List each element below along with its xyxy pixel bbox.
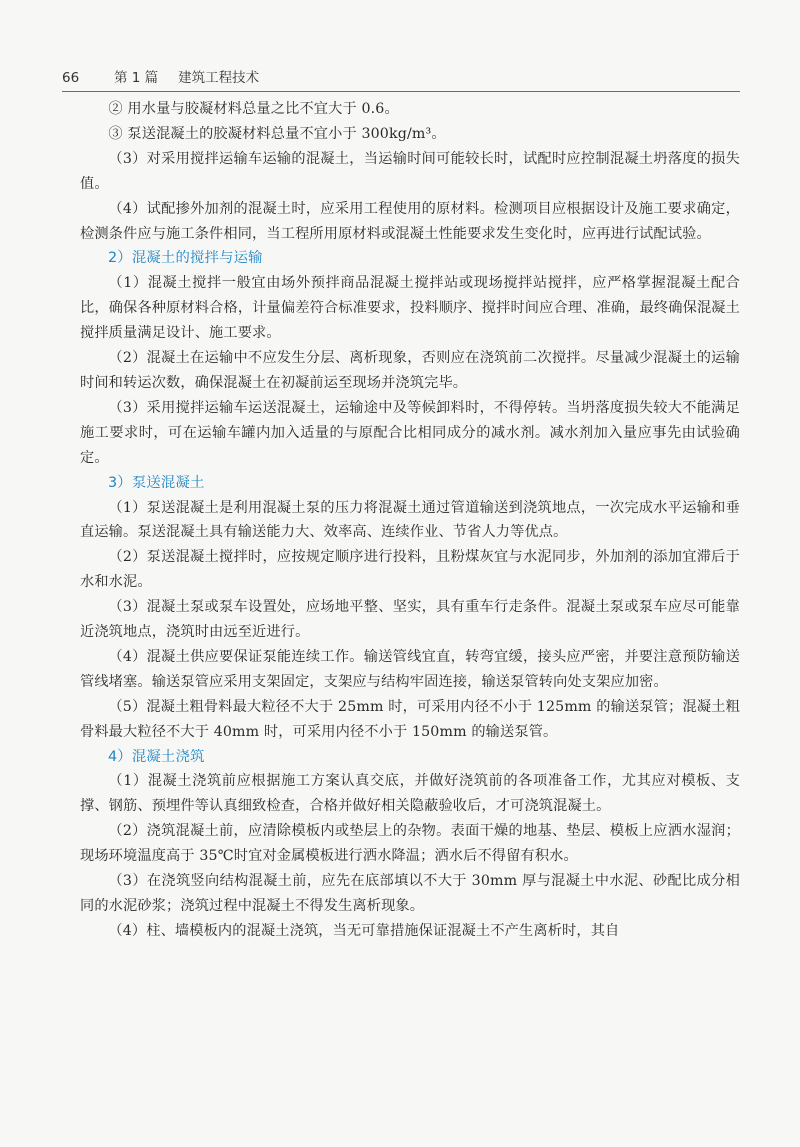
paragraph: （4）柱、墙模板内的混凝土浇筑，当无可靠措施保证混凝土不产生离析时，其自 [108, 922, 620, 939]
paragraph: （3）对采用搅拌运输车运输的混凝土，当运输时间可能较长时，试配时应控制混凝土坍落度的损失值。 [80, 150, 740, 192]
section-heading: 2）混凝土的搅拌与运输 [108, 250, 263, 267]
paragraph: ③ 泵送混凝土的胶凝材料总量不宜小于 300kg/m³。 [108, 125, 446, 142]
running-header [62, 60, 740, 86]
page-number: 66 [62, 70, 80, 86]
section-heading: 4）混凝土浇筑 [108, 748, 205, 765]
paragraph: （3）采用搅拌运输车运送混凝土，运输途中及等候卸料时，不得停转。当坍落度损失较大不能满足施工要求时，可在运输车罐内加入适量的与原配合比相同成分的减水剂。减水剂加入量应事先由试验确定。 [80, 399, 740, 466]
paragraph: （2）浇筑混凝土前，应清除模板内或垫层上的杂物。表面干燥的地基、垫层、模板上应洒水湿润；现场环境温度高于 35℃时宜对金属模板进行洒水降温；洒水后不得留有积水。 [80, 823, 740, 865]
paragraph: ② 用水量与胶凝材料总量之比不宜大于 0.6。 [108, 101, 399, 117]
paragraph: （4）混凝土供应要保证泵能连续工作。输送管线宜直，转弯宜缓，接头应严密，并要注意预防输送管线堵塞。输送泵管应采用支架固定，支架应与结构牢固连接，输送泵管转向处支架应加密。 [80, 648, 740, 690]
paragraph: （3）混凝土泵或泵车设置处，应场地平整、坚实，具有重车行走条件。混凝土泵或泵车应尽可能靠近浇筑地点，浇筑时由远至近进行。 [80, 599, 740, 641]
body-text [80, 97, 740, 944]
header-rule [62, 91, 740, 92]
paragraph: （4）试配掺外加剂的混凝土时，应采用工程使用的原材料。检测项目应根据设计及施工要求确定，检测条件应与施工条件相同，当工程所用原材料或混凝土性能要求发生变化时，应再进行试配试验。 [80, 200, 740, 242]
chapter-label: 第 1 篇 [114, 70, 159, 86]
paragraph: （1）混凝土浇筑前应根据施工方案认真交底，并做好浇筑前的各项准备工作，尤其应对模板、支撑、钢筋、预埋件等认真细致检查，合格并做好相关隐蔽验收后，才可浇筑混凝土。 [80, 773, 740, 815]
chapter-title: 建筑工程技术 [178, 70, 260, 86]
paragraph: （1）混凝土搅拌一般宜由场外预拌商品混凝土搅拌站或现场搅拌站搅拌，应严格掌握混凝土配合比，确保各种原材料合格，计量偏差符合标准要求，投料顺序、搅拌时间应合理、准确，最终确保混凝土搅拌质量满足设计、施工要求。 [80, 275, 740, 342]
paragraph: （3）在浇筑竖向结构混凝土前，应先在底部填以不大于 30mm 厚与混凝土中水泥、砂配比成分相同的水泥砂浆；浇筑过程中混凝土不得发生离析现象。 [80, 873, 740, 914]
paragraph: （2）混凝土在运输中不应发生分层、离析现象，否则应在浇筑前二次搅拌。尽量减少混凝土的运输时间和转运次数，确保混凝土在初凝前运至现场并浇筑完毕。 [80, 350, 740, 391]
section-heading: 3）泵送混凝土 [108, 474, 205, 491]
paragraph: （2）泵送混凝土搅拌时，应按规定顺序进行投料，且粉煤灰宜与水泥同步，外加剂的添加宜滞后于水和水泥。 [80, 549, 740, 591]
paragraph: （1）泵送混凝土是利用混凝土泵的压力将混凝土通过管道输送到浇筑地点，一次完成水平运输和垂直运输。泵送混凝土具有输送能力大、效率高、连续作业、节省人力等优点。 [80, 499, 740, 541]
paragraph: （5）混凝土粗骨料最大粒径不大于 25mm 时，可采用内径不小于 125mm 的输送泵管；混凝土粗骨料最大粒径不大于 40mm 时，可采用内径不小于 150mm 的输送泵管。 [80, 698, 740, 740]
